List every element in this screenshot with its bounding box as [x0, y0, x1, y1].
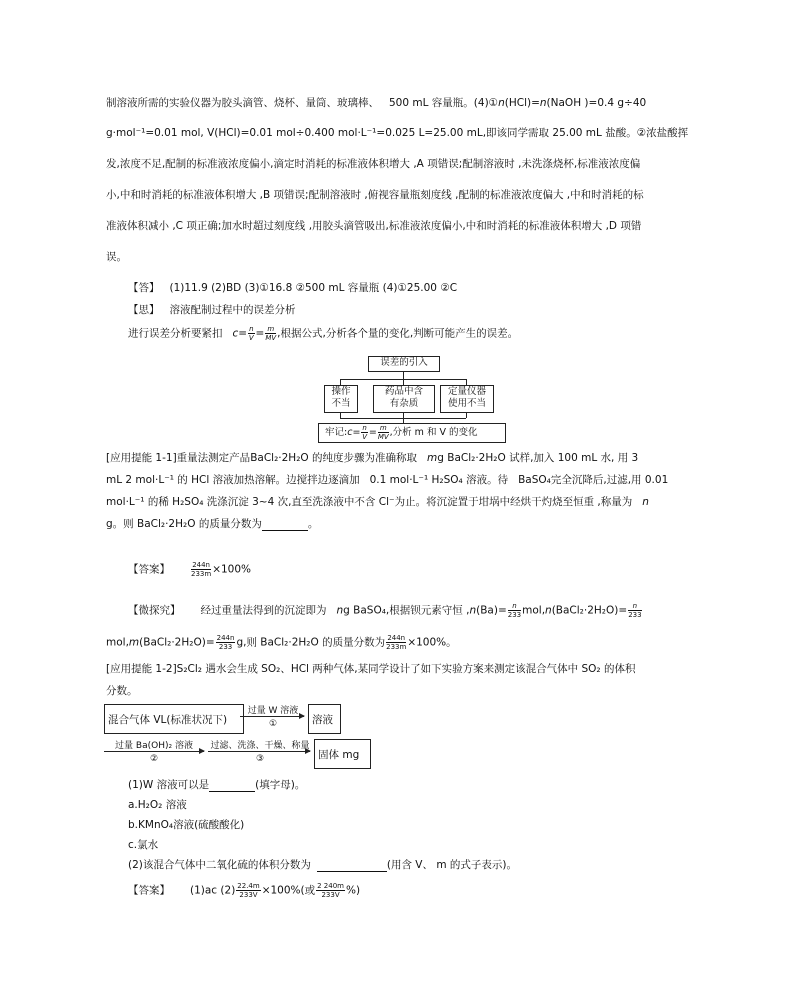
- text: mol,: [106, 636, 129, 649]
- think-label: 【思】: [128, 304, 160, 316]
- text: (Ba)=: [476, 604, 507, 617]
- text: (用含 V、 m 的式子表示)。: [386, 859, 517, 871]
- arrow1-label-top: 过量 W 溶液: [247, 706, 299, 716]
- option-b: b.KMnO₄溶液(硫酸酸化): [128, 819, 245, 831]
- answer-label: 【答案】: [128, 884, 170, 897]
- answer-label: 【答】: [128, 282, 160, 294]
- analysis-line: 进行误差分析要紧扣 c= $\frac{n}{V}$ = $\frac{m}{MV}$ ,根据公式,分析各个量的变化,判断可能产生的误差。: [128, 325, 519, 342]
- text: 牢记:: [325, 427, 348, 438]
- text: BaSO₄完全沉降后,过滤,用 0.01: [518, 474, 669, 486]
- connector: [466, 412, 467, 418]
- arrow2-label-top: 过量 Ba(OH)₂ 溶液: [115, 741, 193, 751]
- text: 操作: [331, 386, 351, 397]
- text: (填字母)。: [255, 779, 306, 791]
- app2-q2: [128, 858, 517, 872]
- fraction: [316, 882, 345, 899]
- frac-num: 244n: [387, 634, 406, 642]
- think-title: 溶液配制过程中的误差分析: [169, 304, 296, 316]
- fraction: [216, 634, 236, 651]
- app2-line1: [应用提能 1-2]S₂Cl₂ 遇水会生成 SO₂、HCl 两种气体,某同学设计了如下实验方案来测定该混合气体中 SO₂ 的体积: [106, 663, 636, 675]
- frac-den: 233m: [191, 570, 212, 578]
- frac-num: n: [628, 602, 641, 611]
- frac-num: m: [379, 424, 387, 432]
- arrow-2: [104, 751, 204, 752]
- text: 0.1 mol·L⁻¹ H₂SO₄ 溶液。待: [369, 474, 509, 486]
- answer-label: 【答案】: [128, 563, 170, 576]
- text: mol,: [522, 604, 546, 617]
- text: g,则 BaCl₂·2H₂O 的质量分数为: [236, 636, 386, 649]
- text: 进行误差分析要紧扣: [128, 327, 223, 340]
- answer1: [128, 281, 457, 295]
- frac-num: n: [508, 602, 521, 611]
- frac-den: V: [248, 334, 254, 342]
- think-heading: [128, 303, 296, 317]
- micro-line2: [106, 634, 457, 651]
- fraction: [361, 424, 367, 441]
- text: m: [128, 636, 140, 649]
- arrow-1: [240, 716, 304, 717]
- arrow3-label-top: 过滤、洗涤、干燥、称量: [210, 741, 310, 751]
- text: c: [347, 427, 353, 438]
- text: g BaCl₂·2H₂O 试样,加入 100 mL 水, 用 3: [437, 452, 639, 464]
- para1-line2: g·mol⁻¹=0.01 mol, V(HCl)=0.01 mol÷0.400 mol·L⁻¹=0.025 L=25.00 mL,即该同学需取 25.00 mL 盐酸。②浓盐酸挥: [106, 127, 689, 139]
- para1-line3: 发,浓度不足,配制的标准液浓度偏小,滴定时消耗的标准液体积增大 ,A 项错误;配制溶液时 ,未洗涤烧杯,标准液浓度偏: [106, 158, 641, 170]
- arrow-3: [208, 751, 310, 752]
- app2-q1: [128, 778, 305, 792]
- frac-num: 244n: [216, 634, 235, 642]
- text: 使用不当: [447, 398, 486, 409]
- arrow3-label-bottom: ③: [255, 754, 265, 764]
- app1-line4: [106, 517, 318, 531]
- diagram-top-box: 误差的引入: [368, 356, 440, 372]
- text: 500 mL 容量瓶。(4)①: [389, 97, 499, 109]
- frac-den: MV: [377, 433, 389, 441]
- var-n: n: [498, 97, 505, 109]
- text: mL 2 mol·L⁻¹ 的 HCl 溶液加热溶解。边搅拌边逐滴加: [106, 474, 360, 486]
- frac-den: 233: [628, 611, 642, 619]
- box-solution: 溶液: [308, 704, 341, 734]
- para1-line1: [106, 96, 646, 110]
- frac-den: 233: [218, 643, 233, 651]
- frac-den: V: [362, 433, 368, 441]
- micro-line1: [128, 602, 643, 619]
- text: (BaCl₂·2H₂O)=: [139, 636, 215, 649]
- text: n: [642, 496, 649, 508]
- text: n: [469, 604, 477, 617]
- text: 有杂质: [389, 398, 419, 409]
- app1-answer: [128, 561, 251, 578]
- fraction: [378, 424, 389, 441]
- para1-line6: 误。: [106, 251, 127, 263]
- app1-line1: [106, 451, 638, 465]
- text: (HCl)=: [504, 97, 540, 109]
- box-mixed-gas: 混合气体 VL(标准状况下): [104, 704, 244, 734]
- frac-num: 244n: [192, 561, 210, 569]
- text: mol·L⁻¹ 的稀 H₂SO₄ 洗涤沉淀 3~4 次,直至洗涤液中不含 Cl⁻为止。将沉淀置于坩埚中经烘干灼烧至恒重 ,称量为: [106, 496, 633, 508]
- answer-blank[interactable]: [317, 859, 387, 872]
- answer-text: (1)11.9 (2)BD (3)①16.8 ②500 mL 容量瓶 (4)①25.00 ②C: [169, 282, 458, 294]
- arrow1-label-bottom: ①: [268, 719, 278, 729]
- text: (1)W 溶液可以是: [128, 779, 210, 791]
- frac-num: n: [249, 325, 254, 333]
- text: 经过重量法得到的沉淀即为: [200, 604, 327, 617]
- frac-num: 2 240m: [317, 882, 344, 890]
- para1-line4: 小,中和时消耗的标准液体积增大 ,B 项错误;配制溶液时 ,俯视容量瓶刻度线 ,配制的标准液浓度偏大 ,中和时消耗的标: [106, 189, 644, 201]
- fraction: [191, 561, 211, 578]
- fraction: [386, 634, 406, 651]
- text: ×100%: [212, 563, 252, 576]
- fraction: [248, 325, 254, 342]
- connector: [403, 371, 404, 379]
- fraction: [628, 602, 641, 619]
- text: 制溶液所需的实验仪器为胶头滴管、烧杯、量筒、玻璃棒、: [106, 97, 379, 109]
- frac-num: n: [362, 424, 367, 432]
- frac-den: 233V: [239, 891, 258, 899]
- text: %): [345, 884, 361, 897]
- frac-den: MV: [265, 334, 277, 342]
- para1-line5: 准液体积减小 ,C 项正确;加水时超过刻度线 ,用胶头滴管吸出,标准液浓度偏小,中和时消耗的标准液体积增大 ,D 项错: [106, 220, 642, 232]
- option-a: a.H₂O₂ 溶液: [128, 799, 187, 811]
- answer-blank[interactable]: [209, 779, 255, 792]
- text: 定量仪器: [447, 386, 486, 397]
- frac-num: 22.4m: [237, 882, 260, 890]
- fraction: [508, 602, 521, 619]
- text: ,分析 m 和 V 的变化: [389, 427, 478, 438]
- app2-line2: 分数。: [106, 685, 138, 697]
- app2-answer: [128, 882, 360, 899]
- box-solid: 固体 mg: [314, 739, 371, 769]
- text: m: [427, 452, 438, 464]
- text: g BaSO₄,根据钡元素守恒 ,: [343, 604, 470, 617]
- text: BaCl₂·2H₂O 的纯度步骤为准确称取: [250, 452, 418, 464]
- diagram-box-instrument: [440, 385, 494, 413]
- fraction: [265, 325, 276, 342]
- frac-num: m: [267, 325, 275, 333]
- frac-den: 233V: [321, 891, 340, 899]
- arrow2-label-bottom: ②: [149, 754, 159, 764]
- text: ×100%。: [407, 636, 457, 649]
- text: ×100%(或: [261, 884, 316, 897]
- micro-label: 【微探究】: [128, 604, 181, 617]
- fraction: [236, 882, 260, 899]
- text: g。则 BaCl₂·2H₂O 的质量分数为: [106, 518, 262, 530]
- text: (2)该混合气体中二氧化硫的体积分数为: [128, 859, 311, 871]
- text: 。: [307, 518, 319, 530]
- text: [应用提能 1-1]重量法测定产品: [106, 452, 251, 464]
- option-c: c.氯水: [128, 839, 159, 851]
- diagram-box-operation: [324, 385, 358, 413]
- text: ,根据公式,分析各个量的变化,判断可能产生的误差。: [277, 327, 519, 340]
- app1-line2: [106, 473, 668, 487]
- diagram-bottom-box: 牢记:c= $\frac{n}{V}$ = $\frac{m}{MV}$ ,分析 m 和 V 的变化: [318, 423, 506, 443]
- text: n: [336, 604, 344, 617]
- answer-blank[interactable]: [262, 518, 308, 531]
- text: (1)ac (2): [190, 884, 236, 897]
- diagram-box-impurity: [373, 385, 435, 413]
- text: (BaCl₂·2H₂O)=: [551, 604, 628, 617]
- text: (NaOH )=0.4 g÷40: [546, 97, 647, 109]
- text: 不当: [331, 398, 351, 409]
- text: n: [545, 604, 552, 617]
- frac-den: 233: [507, 611, 522, 619]
- var-n: n: [539, 97, 547, 109]
- text: 药品中含: [384, 386, 423, 397]
- app1-line3: [106, 495, 649, 509]
- var-c: c: [232, 327, 239, 340]
- frac-den: 233m: [386, 643, 407, 651]
